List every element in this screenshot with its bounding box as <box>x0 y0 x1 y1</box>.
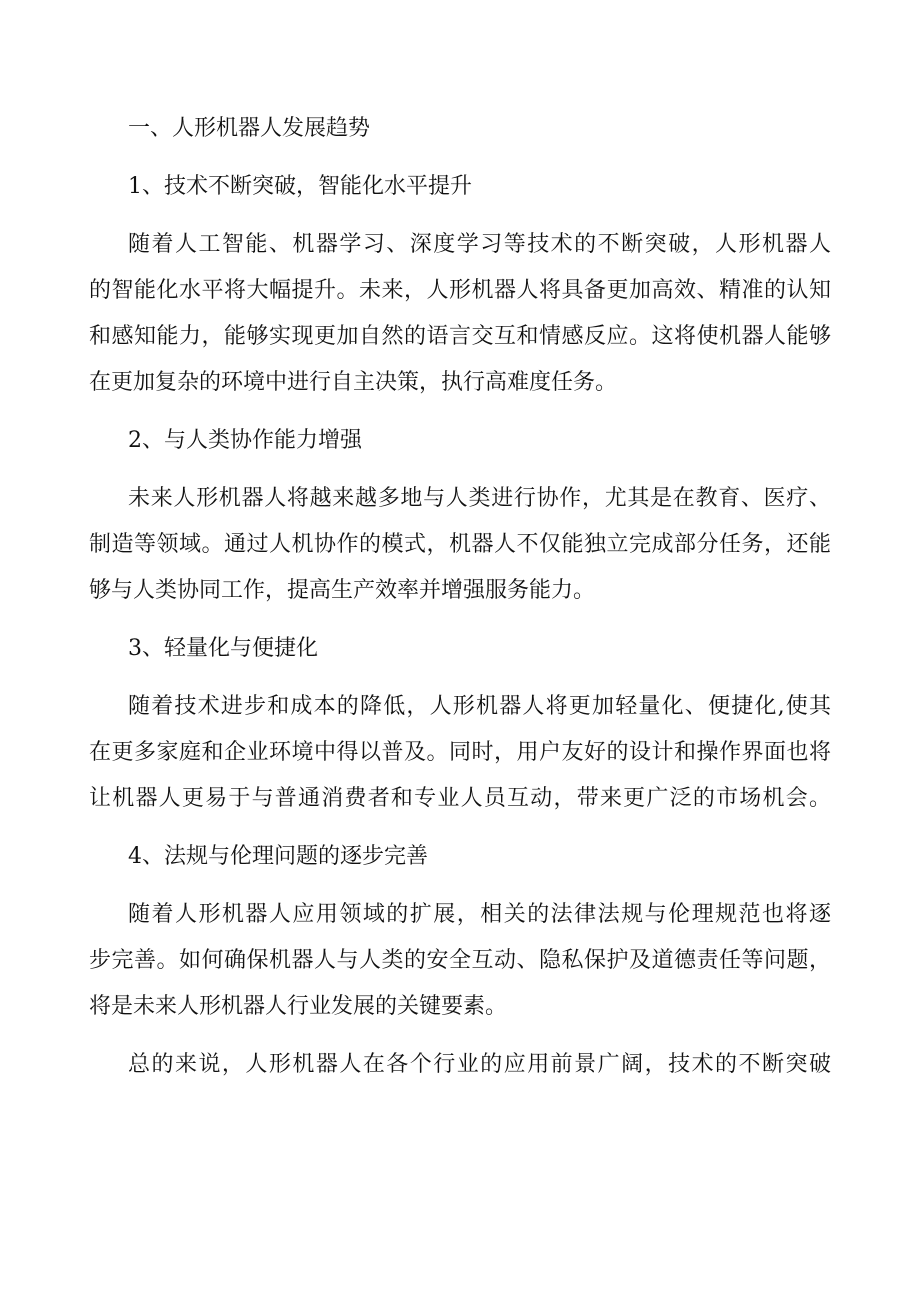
paragraph-line: 随着技术进步和成本的降低，人形机器人将更加轻量化、便捷化,使其 <box>128 694 831 719</box>
section-heading: 4、法规与伦理问题的逐步完善 <box>128 844 428 869</box>
section-heading: 3、轻量化与便捷化 <box>128 636 318 661</box>
conclusion-line: 总的来说，人形机器人在各个行业的应用前景广阔，技术的不断突破 <box>128 1052 831 1077</box>
paragraph-line: 和感知能力，能够实现更加自然的语言交互和情感反应。这将使机器人能够 <box>89 324 831 349</box>
paragraph-line: 让机器人更易于与普通消费者和专业人员互动，带来更广泛的市场机会。 <box>89 786 831 811</box>
paragraph-line: 在更加复杂的环境中进行自主决策，执行高难度任务。 <box>89 370 618 395</box>
paragraph-line: 随着人形机器人应用领域的扩展，相关的法律法规与伦理规范也将逐 <box>128 902 831 927</box>
paragraph-line: 随着人工智能、机器学习、深度学习等技术的不断突破，人形机器人 <box>128 232 831 257</box>
paragraph-line: 未来人形机器人将越来越多地与人类进行协作，尤其是在教育、医疗、 <box>128 486 831 511</box>
section-heading: 2、与人类协作能力增强 <box>128 428 362 453</box>
paragraph-line: 制造等领域。通过人机协作的模式，机器人不仅能独立完成部分任务，还能 <box>89 532 831 557</box>
paragraph-line: 将是未来人形机器人行业发展的关键要素。 <box>89 994 508 1019</box>
paragraph-line: 步完善。如何确保机器人与人类的安全互动、隐私保护及道德责任等问题， <box>89 948 831 973</box>
paragraph-line: 够与人类协同工作，提高生产效率并增强服务能力。 <box>89 578 596 603</box>
section-heading: 1、技术不断突破，智能化水平提升 <box>128 174 472 199</box>
document-body <box>89 106 831 1088</box>
paragraph-line: 在更多家庭和企业环境中得以普及。同时，用户友好的设计和操作界面也将 <box>89 740 831 765</box>
main-heading: 一、人形机器人发展趋势 <box>128 116 371 141</box>
paragraph-line: 的智能化水平将大幅提升。未来，人形机器人将具备更加高效、精准的认知 <box>89 278 831 303</box>
